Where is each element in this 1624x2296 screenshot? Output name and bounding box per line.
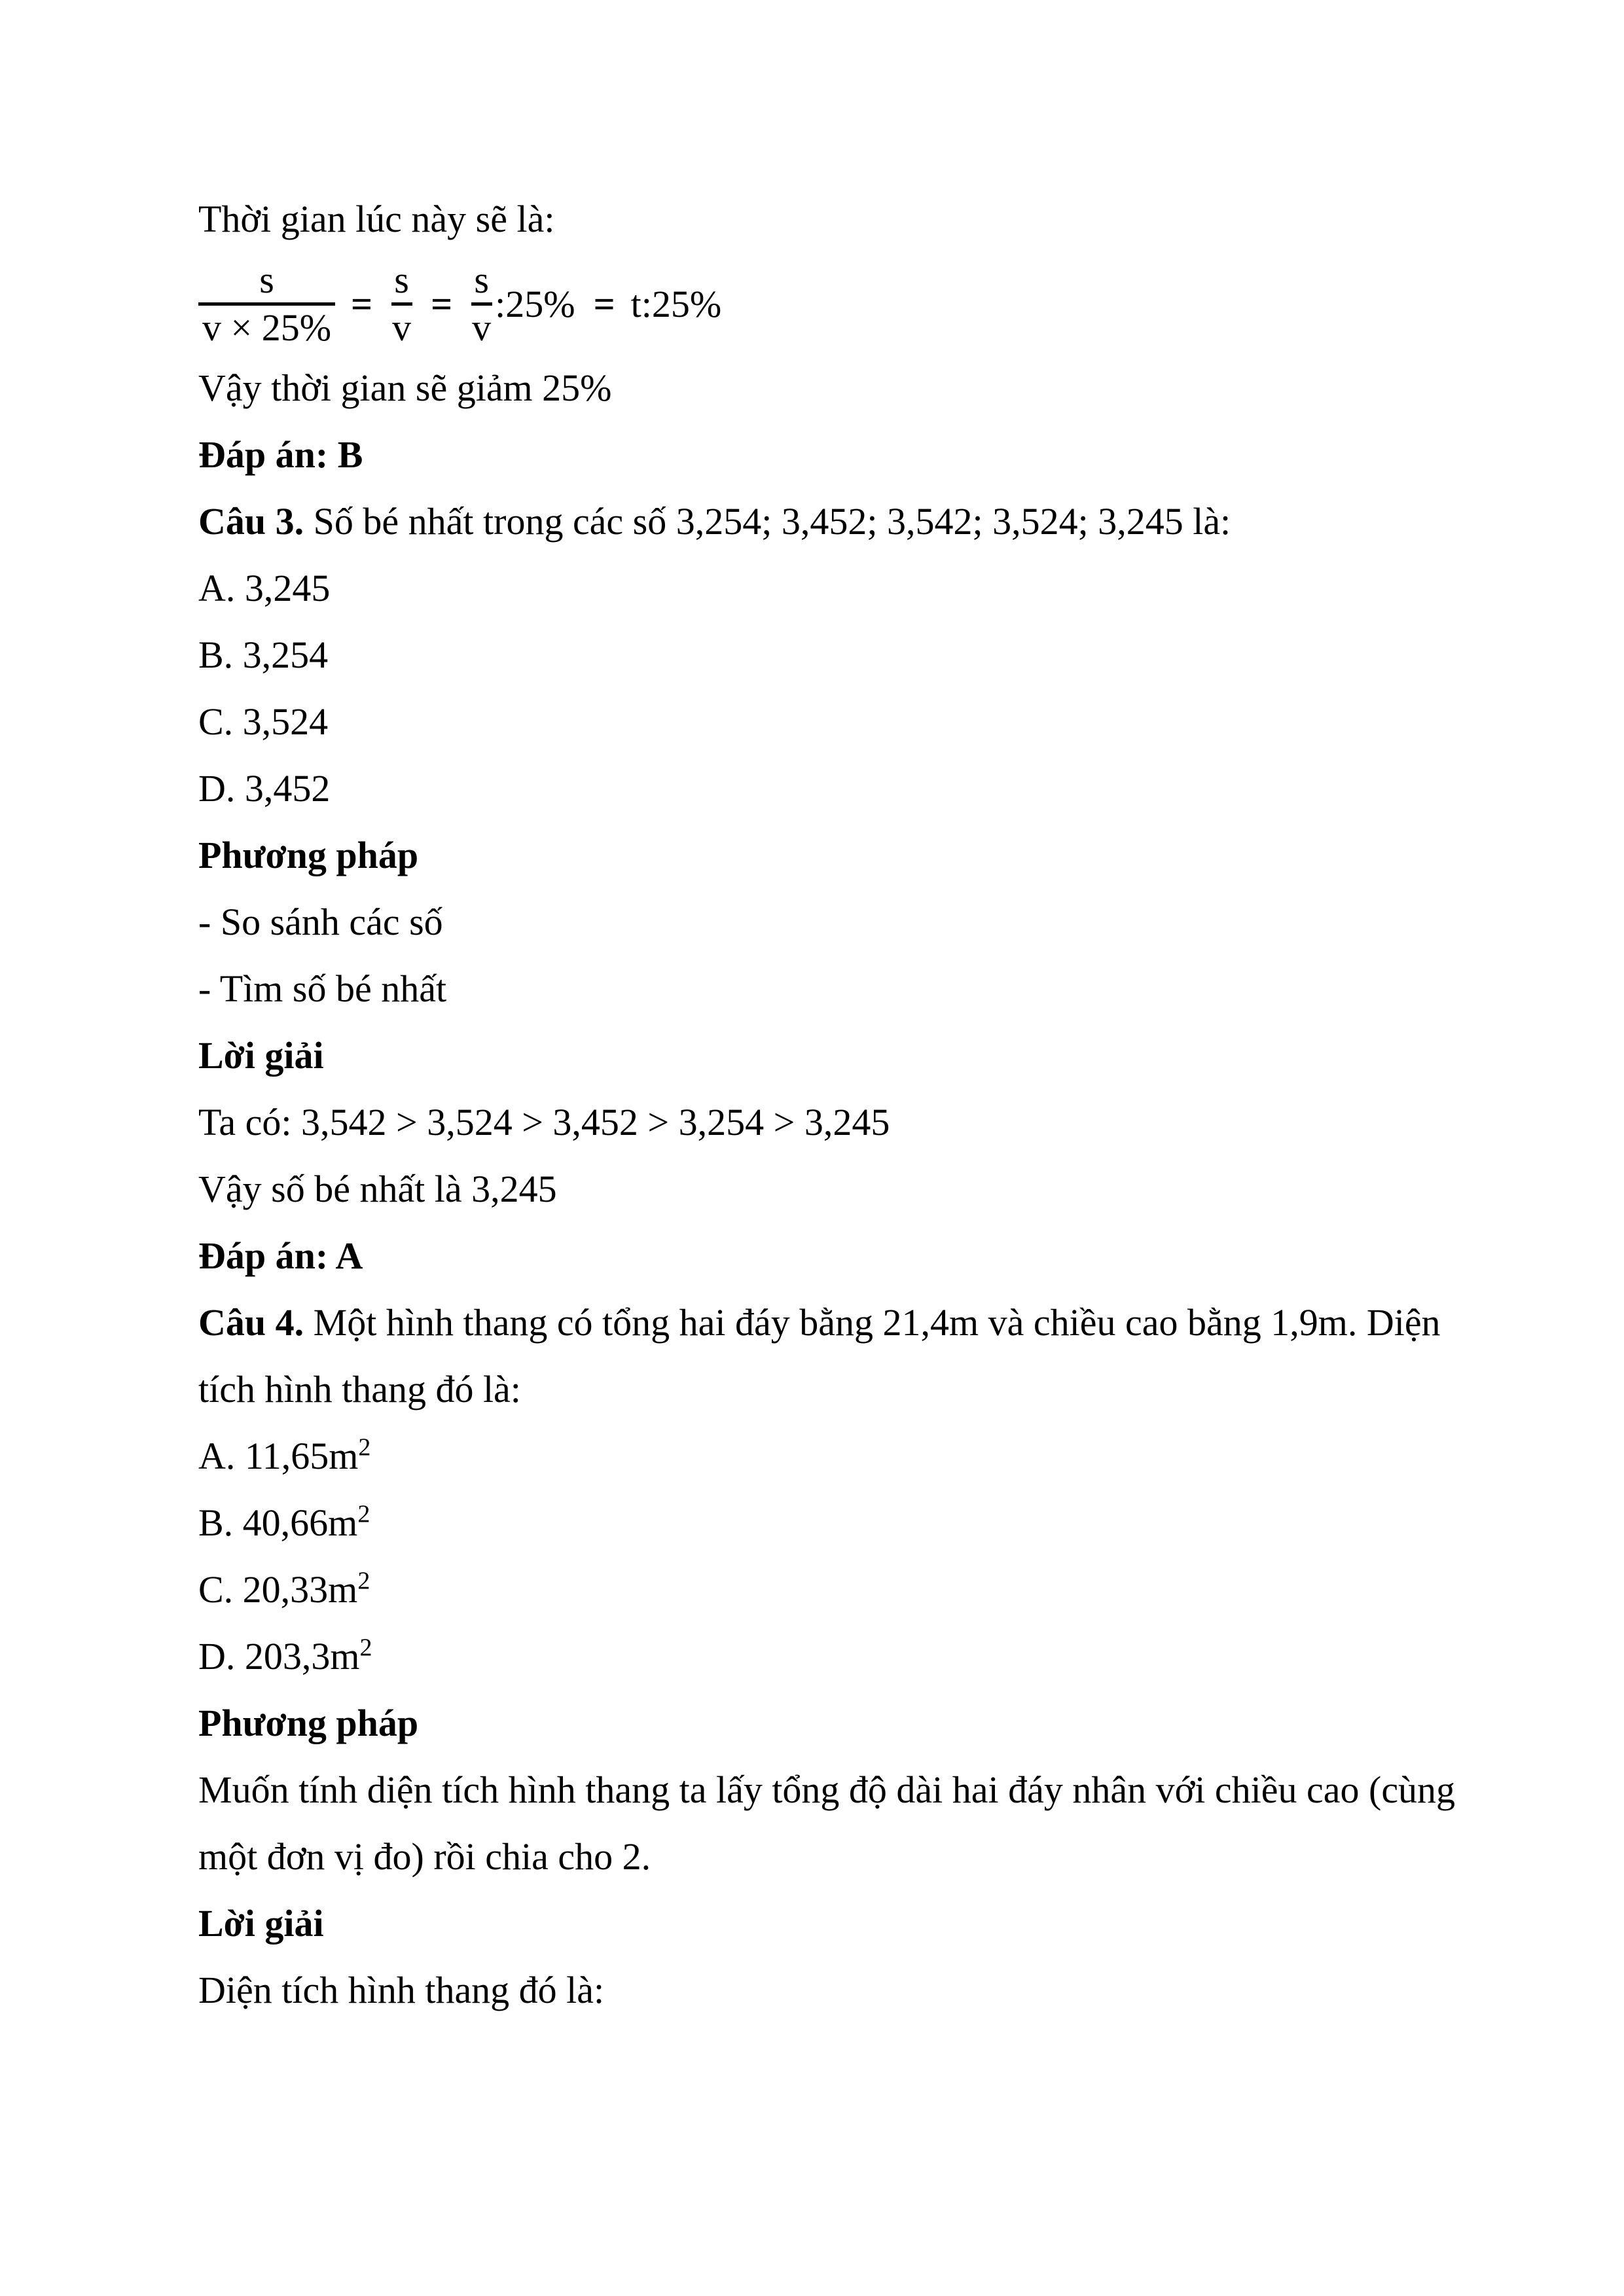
question-3-title xyxy=(198,488,1432,555)
equals-sign: = xyxy=(431,282,453,325)
question-4-option-c-value: C. 20,33m xyxy=(198,1568,358,1611)
question-3-solution-conclusion: Vậy số bé nhất là 3,245 xyxy=(198,1168,557,1210)
question-4-option-b xyxy=(198,1490,1432,1556)
question-3-option-d: D. 3,452 xyxy=(198,767,331,810)
answer-q3: Đáp án: A xyxy=(198,1234,363,1277)
question-4-title-line-1 xyxy=(198,1289,1441,1356)
question-4-text-line-1: Một hình thang có tổng hai đáy bằng 21,4m và chiều cao bằng 1,9m. Diện xyxy=(304,1301,1441,1344)
document-content xyxy=(198,186,1456,2024)
fraction-sv-2-numerator: s xyxy=(474,258,489,301)
time-formula xyxy=(198,253,1432,355)
question-4-solution-intro: Diện tích hình thang đó là: xyxy=(198,1969,605,2011)
question-4-title-line-2: tích hình thang đó là: xyxy=(198,1368,521,1410)
question-3-method-heading: Phương pháp xyxy=(198,834,419,876)
fraction-bar xyxy=(471,302,492,306)
question-4-option-a-value: A. 11,65m xyxy=(198,1435,359,1477)
fraction-main-numerator: s xyxy=(259,258,274,301)
fraction-sv-1-numerator: s xyxy=(394,258,409,301)
squared-exponent: 2 xyxy=(358,1433,371,1462)
squared-exponent: 2 xyxy=(357,1567,370,1595)
fraction-bar xyxy=(391,302,412,306)
question-3-solution-comparison: Ta có: 3,542 > 3,524 > 3,452 > 3,254 > 3,245 xyxy=(198,1101,890,1143)
fraction-sv-1 xyxy=(388,260,415,348)
formula-result: t:25% xyxy=(630,282,722,325)
question-4-method-heading: Phương pháp xyxy=(198,1702,419,1744)
question-3-method-step-2: - Tìm số bé nhất xyxy=(198,967,447,1010)
fraction-main-denominator: v × 25% xyxy=(202,306,332,349)
question-3-option-b: B. 3,254 xyxy=(198,634,329,676)
divide-25-percent: :25% xyxy=(495,282,575,325)
squared-exponent: 2 xyxy=(359,1634,372,1662)
question-3-method-step-1: - So sánh các số xyxy=(198,901,443,943)
question-4-method-line-1: Muốn tính diện tích hình thang ta lấy tổng độ dài hai đáy nhân với chiều cao (cùng xyxy=(198,1768,1456,1811)
fraction-sv-2-denominator: v xyxy=(472,306,492,349)
question-3-option-c: C. 3,524 xyxy=(198,700,329,743)
question-4-option-c xyxy=(198,1556,1432,1623)
equals-sign: = xyxy=(351,282,373,325)
question-4-option-a xyxy=(198,1423,1432,1490)
intro-line: Thời gian lúc này sẽ là: xyxy=(198,198,555,240)
question-4-method-line-2: một đơn vị đo) rồi chia cho 2. xyxy=(198,1835,651,1878)
answer-q2: Đáp án: B xyxy=(198,433,363,476)
squared-exponent: 2 xyxy=(357,1500,370,1528)
fraction-main xyxy=(198,260,335,348)
fraction-sv-1-denominator: v xyxy=(392,306,412,349)
conclusion-line: Vậy thời gian sẽ giảm 25% xyxy=(198,367,612,409)
fraction-sv-2 xyxy=(468,260,495,348)
question-4-solution-heading: Lời giải xyxy=(198,1902,324,1945)
question-4-number: Câu 4. xyxy=(198,1301,304,1344)
equals-sign: = xyxy=(593,282,615,325)
question-4-option-b-value: B. 40,66m xyxy=(198,1501,358,1544)
question-4-option-d xyxy=(198,1623,1432,1690)
question-3-option-a: A. 3,245 xyxy=(198,567,331,609)
question-3-text: Số bé nhất trong các số 3,254; 3,452; 3,542; 3,524; 3,245 là: xyxy=(304,500,1231,543)
question-3-solution-heading: Lời giải xyxy=(198,1034,324,1077)
fraction-bar xyxy=(198,302,335,306)
question-3-number: Câu 3. xyxy=(198,500,304,543)
question-4-option-d-value: D. 203,3m xyxy=(198,1635,360,1677)
